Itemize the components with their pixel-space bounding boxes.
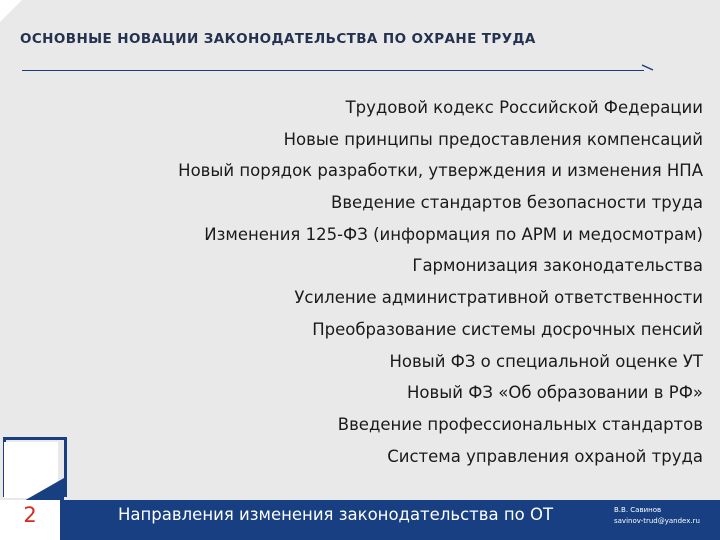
list-item: Гармонизация законодательства	[412, 256, 703, 276]
title-underline-hook	[642, 64, 654, 73]
title-underline	[22, 70, 644, 71]
list-item: Введение стандартов безопасности труда	[331, 193, 703, 213]
list-item: Введение профессиональных стандартов	[337, 414, 703, 434]
slide-title: ОСНОВНЫЕ НОВАЦИИ ЗАКОНОДАТЕЛЬСТВА ПО ОХРАНЕ ТРУДА	[20, 31, 536, 47]
novations-list	[63, 92, 703, 472]
corner-decoration	[0, 0, 22, 22]
list-item: Преобразование системы досрочных пенсий	[312, 319, 703, 339]
decorative-square-corner	[22, 478, 64, 502]
list-item: Изменения 125-ФЗ (информация по АРМ и медосмотрам)	[204, 224, 703, 244]
list-item: Новый ФЗ о специальной оценке УТ	[389, 351, 703, 371]
list-item: Новый ФЗ «Об образовании в РФ»	[406, 383, 703, 403]
page-number: 2	[23, 503, 37, 527]
author-info	[614, 505, 718, 527]
list-item: Новый порядок разработки, утверждения и изменения НПА	[178, 161, 703, 181]
list-item: Трудовой кодекс Российской Федерации	[345, 98, 703, 117]
author-email: savinov-trud@yandex.ru	[614, 517, 700, 525]
list-item: Система управления охраной труда	[387, 446, 703, 466]
list-item: Новые принципы предоставления компенсаций	[283, 129, 703, 149]
list-item: Усиление административной ответственности	[294, 288, 703, 308]
footer-caption: Направления изменения законодательства по ОТ	[118, 505, 554, 524]
author-name: В.В. Савинов	[614, 506, 662, 514]
